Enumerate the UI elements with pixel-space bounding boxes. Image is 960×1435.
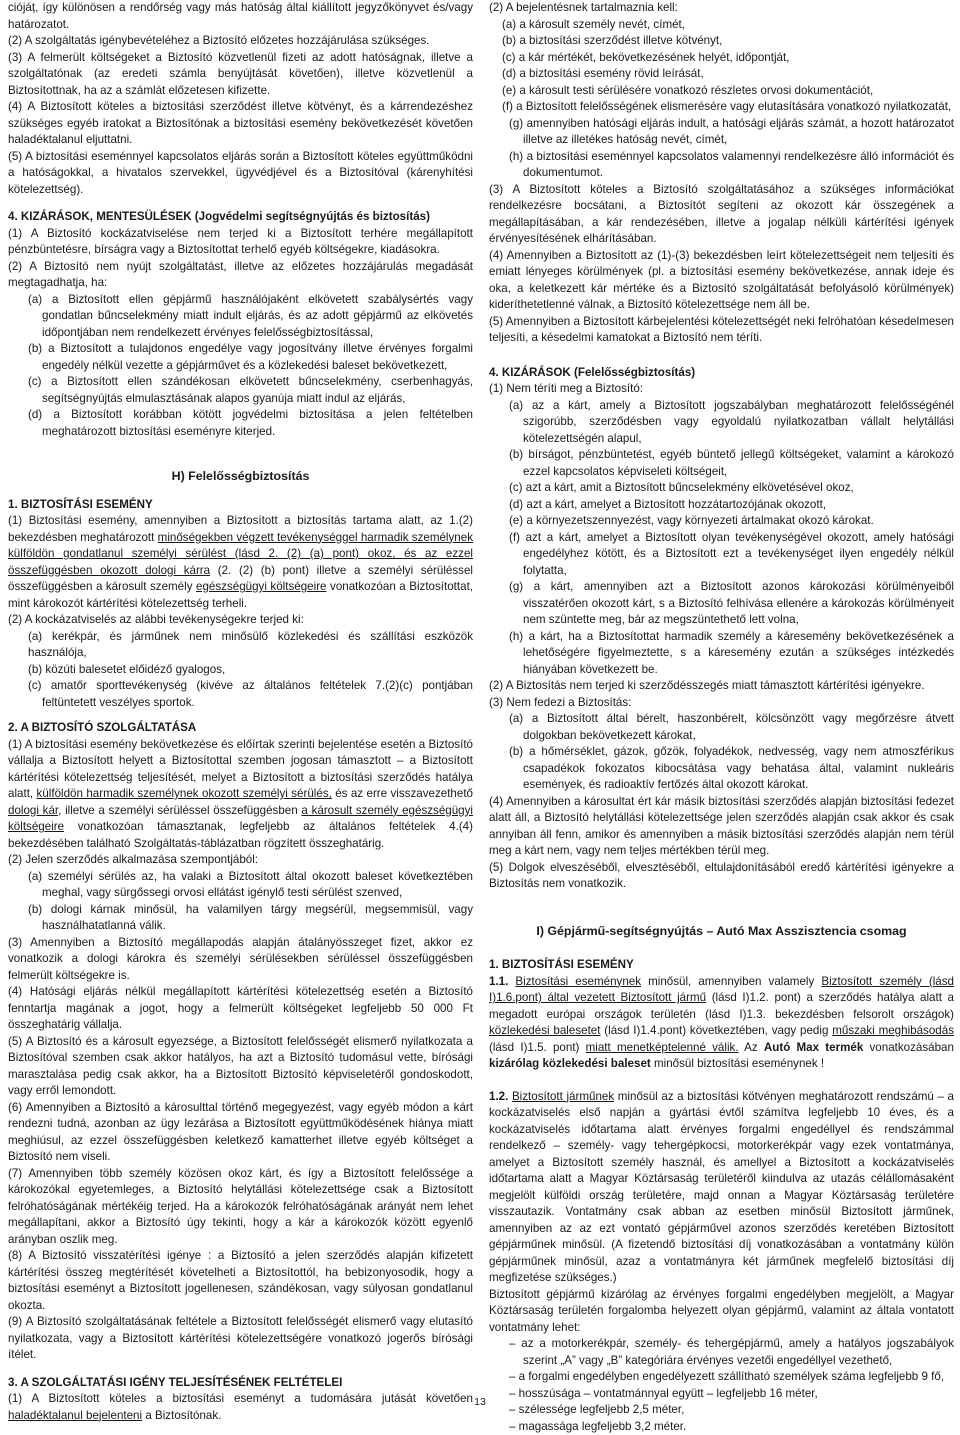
section-heading: 4. KIZÁRÁSOK, MENTESÜLÉSEK (Jogvédelmi segítségnyújtás és biztosítás) (8, 209, 473, 226)
list-item: – szélessége legfeljebb 2,5 méter, (489, 1402, 954, 1419)
list-item: (c) a Biztosított ellen szándékosan elkövetett bűncselekmény, cserbenhagyás, segítségnyújtás elmulasztásának alapos gyanúja miatt indul az eljárás, (8, 374, 473, 407)
list-item: – magassága legfeljebb 3,2 méter. (489, 1419, 954, 1435)
underlined-text: egészségügyi költségeire (196, 580, 326, 593)
list-item: (a) a Biztosított által bérelt, haszonbérelt, kölcsönzött vagy megőrzésre átvett dolgokban bekövetkezett károkat, (489, 711, 954, 744)
paragraph: (8) A Biztosító visszatérítési igénye : a Biztosító a jelen szerződés alapján kifizetett kártérítési összeg megtérítését követelheti a Biztosítottól, ha bebizonyosodik, hogy a biztosítási eseményt a Biztosított jogellenesen, szándékosan, vagy súlyosan gondatlanul okozta. (8, 1248, 473, 1314)
list-item: – hosszúsága – vontatmánnyal együtt – legfeljebb 16 méter, (489, 1386, 954, 1403)
underlined-text: minőségekben végzett tevékenységgel harmadik személynek külföldön gondatlanul személyi sérülést (lásd 2. (2) (a) pont) okoz, és az ezzel összefüggésben okozott dologi kárra (8, 531, 473, 577)
chapter-title: H) Felelősségbiztosítás (8, 468, 473, 485)
paragraph: (2) A kockázatviselés az alábbi tevékenységekre terjed ki: (8, 612, 473, 629)
paragraph: (9) A Biztosító szolgáltatásának feltétele a Biztosított felelősségét elismerő vagy elutasító nyilatkozata, vagy a Biztosított kártérítési kötelezettségére vonatkozó jogerős bírósági ítélet. (8, 1314, 473, 1364)
paragraph: (4) A Biztosított köteles a biztosítási szerződést illetve kötvényt, és a kárrendezéshez szükséges egyéb iratokat a Biztosítónak a biztosítási esemény bekövetkezését követően haladéktalanul eljuttatni. (8, 99, 473, 149)
text: minősül biztosítási eseménynek ! (654, 1057, 824, 1070)
paragraph: (2) A szolgáltatás igénybevételéhez a Biztosító előzetes hozzájárulása szükséges. (8, 33, 473, 50)
section-heading: 1. BIZTOSÍTÁSI ESEMÉNY (8, 497, 473, 514)
list-item: (a) a károsult személy nevét, címét, (489, 17, 954, 34)
list-item: (a) a Biztosított ellen gépjármű használójaként elkövetett szabálysértés vagy gondatlan bűncselekmény miatt indult eljárás, és az adott gépjármű az elkövetés időpontjában nem rendelkezett érvényes felelősségbiztosítással, (8, 292, 473, 342)
text: minősül, amennyiben valamely (648, 975, 814, 988)
list-item: (d) azt a kárt, amelyet a Biztosított hozzátartozójának okozott, (489, 497, 954, 514)
list-item: (h) a biztosítási eseménnyel kapcsolatos valamennyi rendelkezésre álló információt és dokumentumot. (489, 149, 954, 182)
paragraph: (4) Hatósági eljárás nélkül megállapított kártérítési kötelezettség esetén a Biztosító fenntartja magának a jogot, hogy a felmerült költségeket legfeljebb 50 000 Ft összeghatárig vállalja. (8, 984, 473, 1034)
paragraph (489, 1089, 954, 1287)
text: a Biztosítónak. (145, 1409, 221, 1422)
paragraph: (2) A Biztosítás nem terjed ki szerződésszegés miatt támasztott kártérítési igényekre. (489, 678, 954, 695)
list-item: (g) amennyiben hatósági eljárás indult, a hatósági eljárás számát, a hozott határozatot illetve az illetékes hatóság nevét, címét, (489, 116, 954, 149)
underlined-text: Biztosítási eseménynek (515, 975, 641, 988)
paragraph: (5) A biztosítási eseménnyel kapcsolatos eljárás során a Biztosított köteles együttműködni a hatóságokkal, a hivatalos szervekkel, ügyvédjével és a Biztosítóval (kárenyhítési kötelezettség). (8, 149, 473, 199)
paragraph: (2) A Biztosító nem nyújt szolgáltatást, illetve az előzetes hozzájárulás megadását megtagadhatja, ha: (8, 259, 473, 292)
left-column (8, 0, 473, 1424)
underlined-text: közlekedési balesetet (489, 1024, 600, 1037)
section-heading: 3. A SZOLGÁLTATÁSI IGÉNY TELJESÍTÉSÉNEK FELTÉTELEI (8, 1375, 473, 1392)
paragraph: (4) Amennyiben a károsultat ért kár másik biztosítási szerződés alapján biztosítási fedezet alatt áll, a Biztosító helytállási kötelezettsége jelen szerződés alapján csak akkor és csak annyiban áll fenn, amikor és amennyiben a másik biztosítási szerződés alapján nem térül meg a kárt nem, vagy nem teljes mértékben térül meg. (489, 794, 954, 860)
underlined-text: Biztosított személy (lásd I)1.6.pont) által vezetett Biztosított jármű (489, 975, 954, 1005)
list-item: (b) bírságot, pénzbüntetést, egyéb büntető jellegű költségeket, valamint a károkozó ezzel kapcsolatos képviseleti költségeit, (489, 447, 954, 480)
page-number: 13 (0, 1396, 960, 1408)
underlined-text: haladéktalanul bejelenteni (8, 1409, 142, 1422)
underlined-text: Biztosított járműnek (512, 1090, 614, 1103)
list-item: (b) a Biztosított a tulajdonos engedélye vagy jogosítvány illetve érvényes forgalmi engedély nélkül vezette a gépjárművet és a közlekedési baleset bekövetkezett, (8, 341, 473, 374)
paragraph-number: 1.2. (489, 1090, 508, 1103)
paragraph (489, 974, 954, 1073)
underlined-text: külföldön harmadik személynek okozott személyi sérülés, (37, 787, 332, 800)
spacer (489, 1073, 954, 1089)
list-item: (h) a kárt, ha a Biztosítottat harmadik személy a káresemény bekövetkezésének a lehetőségére figyelmeztette, s a káresemény ezután a szükséges intézkedés hiányában következett be. (489, 629, 954, 679)
paragraph: (3) A felmerült költségeket a Biztosító közvetlenül fizeti az adott hatóságnak, illetve a szolgáltatónak (az eredeti számla benyújtását követően), illetve közvetlenül a Biztosítottnak, ha az a számlát előzetesen kifizette. (8, 50, 473, 100)
chapter-title: I) Gépjármű-segítségnyújtás – Autó Max Asszisztencia csomag (489, 923, 954, 940)
paragraph: (5) Dolgok elveszéséből, elvesztéséből, eltulajdonításából eredő kártérítési igényekre a Biztosítás nem vonatkozik. (489, 860, 954, 893)
paragraph (8, 737, 473, 853)
text: vonatkozóan támasztanak, legfeljebb az általános feltételek 4.(4) bekezdésében található Szolgáltatás-táblázatban rögzített összeghatárig. (8, 820, 473, 850)
paragraph: Biztosított gépjármű kizárólag az érvényes forgalmi engedélyben megjelölt, a Magyar Köztársaság területén forgalomba helyezett olyan gépjármű, valamint az általa vontatott vontatmány lehet: (489, 1287, 954, 1337)
text: illetve a személyi sérüléssel összefüggésben (65, 804, 298, 817)
list-item: (c) azt a kárt, amit a Biztosított bűncselekmény elkövetésével okoz, (489, 480, 954, 497)
right-column (489, 0, 954, 1435)
paragraph-number: 1.1. (489, 975, 508, 988)
text: minősül az a biztosítási kötvényen meghatározott rendszámú – a kockázatviselés első napján a gyártási évtől számítva legfeljebb 10 éves, és a kockázatviselés időtartama alatt érvényes forgalmi engedéllyel és rendszámmal rendelkező – személy- vagy tehergépkocsi, motorkerékpár vagy ezek vontatmánya, amelyet a Biztosított személy használ, és amellyel a Biztosított a kockázatviselés időtartama alatt a Magyar Köztársaság területéről kiindulva az utazás célállomásaként megjelölt külföldi ország területére, majd onnan a Magyar Köztársaság területére visszautazik. Vontatmány csak abban az esetben minősül Biztosított járműnek, amennyiben az az ezt vontató gépjárművel azonos szerződés keretében Biztosított gépjárműnek minősül. (A fizetendő biztosítási díj vonatkozásában a vontatmány külön gépjárműnek minősül, azaz a vontatmányra két járműnek megfelelő biztosítási díj megfizetése szükséges.) (489, 1090, 954, 1285)
text: és az erre visszavezethető (335, 787, 473, 800)
section-heading: 1. BIZTOSÍTÁSI ESEMÉNY (489, 957, 954, 974)
paragraph: (5) Amennyiben a Biztosított kárbejelentési kötelezettségét neki felróhatóan késedelmesen teljesíti, a késedelmi kamatokat a Biztosító nem téríti. (489, 314, 954, 347)
list-item: (f) a Biztosított felelősségének elismerésére vagy elutasítására vonatkozó nyilatkozatát, (489, 99, 954, 116)
list-item: (e) a károsult testi sérülésére vonatkozó részletes orvosi dokumentációt, (489, 83, 954, 100)
text: (lásd I)1.4.pont) következtében, vagy pedig (604, 1024, 828, 1037)
section-heading: 2. A BIZTOSÍTÓ SZOLGÁLTATÁSA (8, 720, 473, 737)
text: (lásd I)1.2. pont) a szerződés hatálya alatt a megadott európai országok területén (lásd I)1.3. bekezdésben felsorolt országok) (489, 991, 954, 1021)
underlined-text: a károsult személy egészségügyi költségeire (8, 804, 473, 834)
paragraph: (3) Amennyiben a Biztosító megállapodás alapján átalányösszeget fizet, akkor ez vonatkozik a dologi károkra és személyi sérülésekben sérüléssel összefüggésben felmerült költségekre is. (8, 935, 473, 985)
paragraph: (3) Nem fedezi a Biztosítás: (489, 695, 954, 712)
list-item: (c) a kár mértékét, bekövetkezésének helyét, időpontját, (489, 50, 954, 67)
text: vonatkozóan a Biztosítottat, mint károkozót kártérítési kötelezettség terheli. (8, 580, 473, 610)
paragraph: ciójáț, így különösen a rendőrség vagy más hatóság által kiállított jegyzőkönyvet és/vagy határozatot. (8, 0, 473, 33)
list-item: – a forgalmi engedélyben engedélyezett szállítható személyek száma legfeljebb 9 fő, (489, 1369, 954, 1386)
list-item: (a) kerékpár, és járműnek nem minősülő közlekedési és szállítási eszközök használója, (8, 629, 473, 662)
bold-text: kizárólag közlekedési baleset (489, 1057, 651, 1070)
section-heading: 4. KIZÁRÁSOK (Felelősségbiztosítás) (489, 365, 954, 382)
text: vonatkozásában (870, 1041, 954, 1054)
list-item: (e) a környezetszennyezést, vagy környezeti ártalmakat okozó károkat. (489, 513, 954, 530)
underlined-text: műszaki meghibásodás (832, 1024, 954, 1037)
paragraph: (1) Nem téríti meg a Biztosító: (489, 381, 954, 398)
list-item: (a) személyi sérülés az, ha valaki a Biztosított által okozott baleset következtében meghal, vagy sürgőssegi orvosi ellátást igénylő testi sérülést szenved, (8, 869, 473, 902)
text: Az (744, 1041, 758, 1054)
text: (1) Biztosítási esemény, amennyiben a Biztosított a biztosítás tartama alatt, az 1.(2) bekezdésben meghatározott (8, 514, 473, 544)
paragraph: (2) A bejelentésnek tartalmaznia kell: (489, 0, 954, 17)
paragraph: (2) Jelen szerződés alkalmazása szempontjából: (8, 852, 473, 869)
paragraph: (7) Amennyiben több személy közösen okoz kárt, és így a Biztosított felelőssége a károkozókal egyetemleges, a Biztosító helytállási kötelezettsége csak a Biztosított felróhatóságának mértékéig terjed. Ha a károkozók felróhatóságának arányát nem lehet megállapítani, akkor a Biztosító úgy tekinti, hogy a kár a károkozók között egyenlő arányban oszlik meg. (8, 1166, 473, 1249)
paragraph (8, 513, 473, 612)
paragraph: (5) A Biztosító és a károsult egyezsége, a Biztosított felelősségét elismerő nyilatkozata a Biztosítóval szemben csak akkor hatályos, ha azt a Biztosító tudomásul vette, bírósági marasztalása pedig csak akkor, ha a Biztosított Biztosító képviseletéről gondoskodott, vagy erről lemondott. (8, 1034, 473, 1100)
text: (1) A biztosítási esemény bekövetkezése és előírtak szerinti bejelentése esetén a Biztosító vállalja a Biztosított helyett a Biztosítottal szemben jogosan támasztott – a Biztosított kártérítési kötelezettség teljesítését, melyet a Biztosított a biztosítási szerződés hatálya alatt, (8, 738, 473, 801)
list-item: (b) közúti balesetet előidéző gyalogos, (8, 662, 473, 679)
underlined-text: miatt menetképtelenné válik. (586, 1041, 739, 1054)
list-item: (b) a biztosítási szerződést illetve kötvényt, (489, 33, 954, 50)
text: (2. (2) (b) pont) illetve a személyi sérüléssel összefüggésben a károsult személy (8, 564, 473, 594)
text: (lásd I)1.5. pont) (489, 1041, 579, 1054)
list-item: (c) amatőr sporttevékenység (kivéve az általános feltételek 7.(2)(c) pontjában feltüntetett veszélyes sportok. (8, 678, 473, 711)
paragraph: (4) Amennyiben a Biztosított az (1)-(3) bekezdésben leírt kötelezettségeit nem teljesíti és emiatt lényeges körülmények (pl. a biztosítási esemény bekövetkezése, annak ideje és oka, a keletkezett kár mértéke és a Biztosító szolgáltatását befolyásoló körülmények) kideríthetetlenné válnak, a Biztosító kötelezettsége nem áll be. (489, 248, 954, 314)
list-item: (d) a Biztosított korábban kötött jogvédelmi biztosítása a jelen feltételben meghatározott biztosítási eseményre kiterjed. (8, 407, 473, 440)
list-item: (g) a kárt, amennyiben azt a Biztosított azonos károkozási körülményeiből visszatérően okozott kárt, s a Biztosító felhívása ellenére a károkozás körülményeit nem szüntette meg, bár az megszüntethető lett volna, (489, 579, 954, 629)
paragraph: (1) A Biztosító kockázatviselése nem terjed ki a Biztosított terhére megállapított pénzbüntetésre, bírságra vagy a Biztosítottat terhelő egyéb költségekre, kiadásokra. (8, 226, 473, 259)
paragraph: (3) A Biztosított köteles a Biztosító szolgáltatásához a szükséges információkat rendelkezésre bocsátani, a Biztosítót segíteni az okozott kár összegének a megállapításában, a kár rendezésében, illetve a jogalap nélküli kártérítési igények érvényesítésének elhárításában. (489, 182, 954, 248)
text: (1) A Biztosított köteles a biztosítási eseményt a tudomására jutását követően (8, 1392, 473, 1405)
list-item: (a) az a kárt, amely a Biztosított jogszabályban meghatározott felelősségénél szigorúbb, szerződésben vagy egyoldalú nyilatkozatban vállalt helytállási kötelezettségén alapul, (489, 398, 954, 448)
list-item: – az a motorkerékpár, személy- és tehergépjármű, amely a hatályos jogszabályok szerint „A” vagy „B” kategóriára érvényes vezetői engedéllyel vezethető, (489, 1336, 954, 1369)
list-item: (b) a hőmérséklet, gázok, gőzök, folyadékok, nedvesség, vagy nem atmoszférikus csapadékok fokozatos kibocsátása vagy behatása által, valamint nukleáris események, és radioaktív fertőzés által okozott károkat. (489, 744, 954, 794)
list-item: (d) a biztosítási esemény rövid leírását, (489, 66, 954, 83)
list-item: (b) dologi kárnak minősül, ha valamilyen tárgy megsérül, megsemmisül, vagy használhatatlanná válik. (8, 902, 473, 935)
bold-text: Autó Max termék (764, 1041, 863, 1054)
list-item: (f) azt a kárt, amelyet a Biztosított olyan tevékenységével okozott, amely hatósági engedélyhez kötött, és a Biztosított ezt a tevékenységet ilyen engedély nélkül folytatta, (489, 530, 954, 580)
underlined-text: dologi kár, (8, 804, 61, 817)
paragraph: (6) Amennyiben a Biztosító a károsulttal történő megegyezést, vagy egyéb módon a kárt rendezni tudná, azonban az ügy lezárása a Biztosított együttműködésének hiánya miatt meghiúsul, az ezzel összefüggésben keletkező kamatterhet illetve egyéb költséget a Biztosító nem viseli. (8, 1100, 473, 1166)
